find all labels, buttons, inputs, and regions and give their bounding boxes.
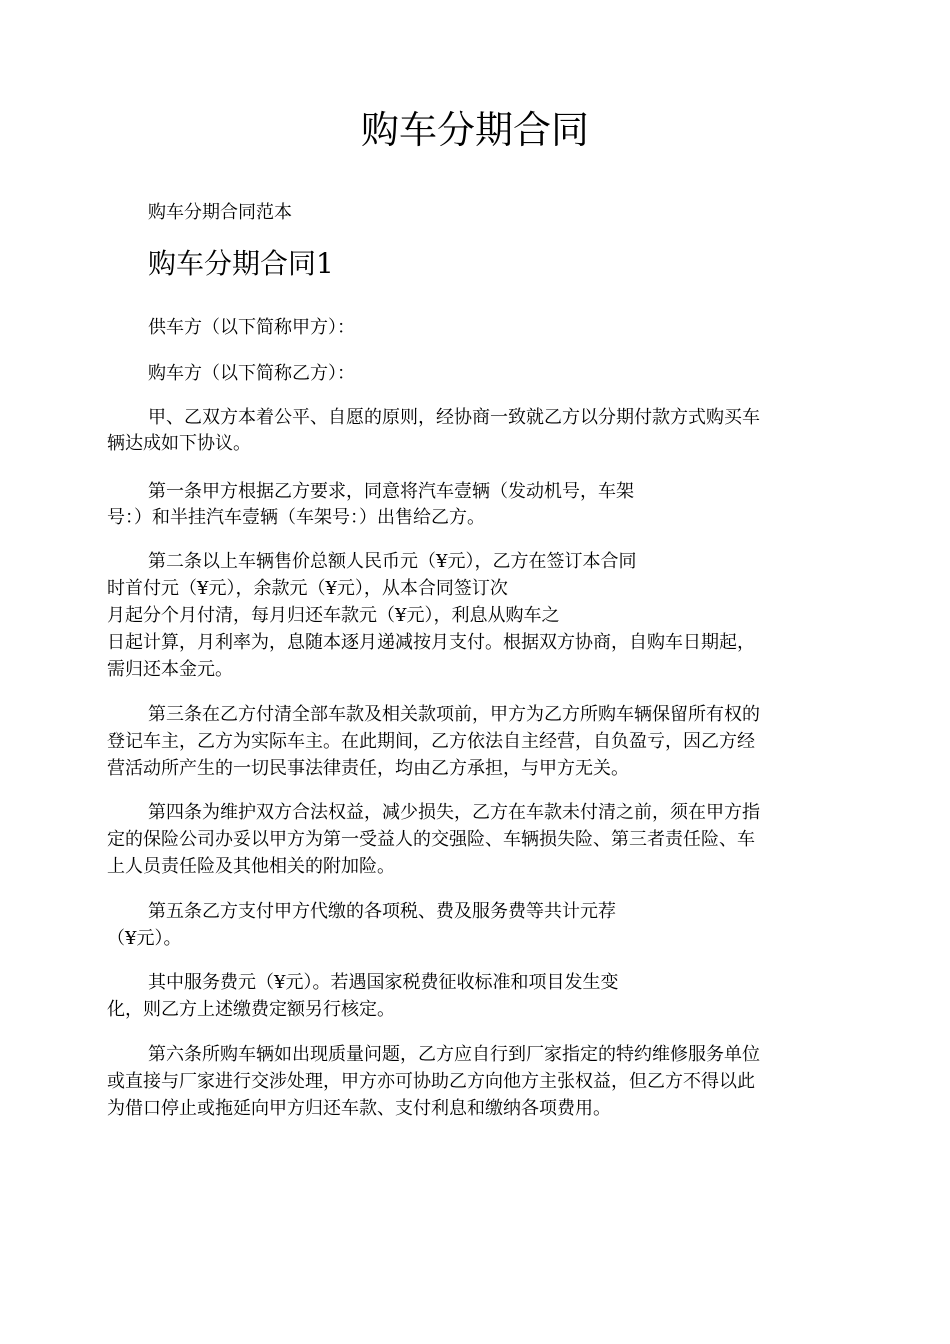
clause5-line-1: 第五条乙方支付甲方代缴的各项税、费及服务费等共计元荐 [148,901,616,922]
clause5b-line-2: 化，则乙方上述缴费定额另行核定。 [107,999,395,1020]
contract-heading: 购车分期合同1 [148,247,334,280]
clause5b-line-1: 其中服务费元（¥元）。若遇国家税费征收标准和项目发生变 [148,972,619,993]
clause4-line-3: 上人员责任险及其他相关的附加险。 [107,856,395,877]
clause2-line-5: 需归还本金元。 [107,659,233,680]
clause6-line-2: 或直接与厂家进行交涉处理，甲方亦可协助乙方向他方主张权益，但乙方不得以此 [107,1071,755,1092]
party-a-line: 供车方（以下简称甲方）： [148,317,355,338]
clause1-line-1: 第一条甲方根据乙方要求，同意将汽车壹辆（发动机号，车架 [148,481,634,502]
clause6-line-3: 为借口停止或拖延向甲方归还车款、支付利息和缴纳各项费用。 [107,1098,611,1119]
clause3-line-1: 第三条在乙方付清全部车款及相关款项前，甲方为乙方所购车辆保留所有权的 [148,704,760,725]
clause5-line-2: （¥元）。 [107,928,182,949]
clause3-line-2: 登记车主，乙方为实际车主。在此期间，乙方依法自主经营，自负盈亏，因乙方经 [107,731,755,752]
document-subtitle: 购车分期合同范本 [148,202,292,223]
intro-line-1: 甲、乙双方本着公平、自愿的原则，经协商一致就乙方以分期付款方式购买车 [148,407,760,428]
clause4-line-1: 第四条为维护双方合法权益，减少损失，乙方在车款未付清之前，须在甲方指 [148,802,760,823]
clause2-line-4: 日起计算，月利率为，息随本逐月递减按月支付。根据双方协商，自购车日期起， [107,632,755,653]
clause2-line-3: 月起分个月付清，每月归还车款元（¥元），利息从购车之 [107,605,560,626]
clause3-line-3: 营活动所产生的一切民事法律责任，均由乙方承担，与甲方无关。 [107,758,629,779]
clause2-line-2: 时首付元（¥元），余款元（¥元），从本合同签订次 [107,578,508,599]
clause6-line-1: 第六条所购车辆如出现质量问题，乙方应自行到厂家指定的特约维修服务单位 [148,1044,760,1065]
clause2-line-1: 第二条以上车辆售价总额人民币元（¥元），乙方在签订本合同 [148,551,637,572]
party-b-line: 购车方（以下简称乙方）： [148,363,355,384]
document-title: 购车分期合同 [360,108,589,152]
clause1-line-2: 号：）和半挂汽车壹辆（车架号：）出售给乙方。 [107,507,485,528]
clause4-line-2: 定的保险公司办妥以甲方为第一受益人的交强险、车辆损失险、第三者责任险、车 [107,829,755,850]
intro-line-2: 辆达成如下协议。 [107,433,251,454]
